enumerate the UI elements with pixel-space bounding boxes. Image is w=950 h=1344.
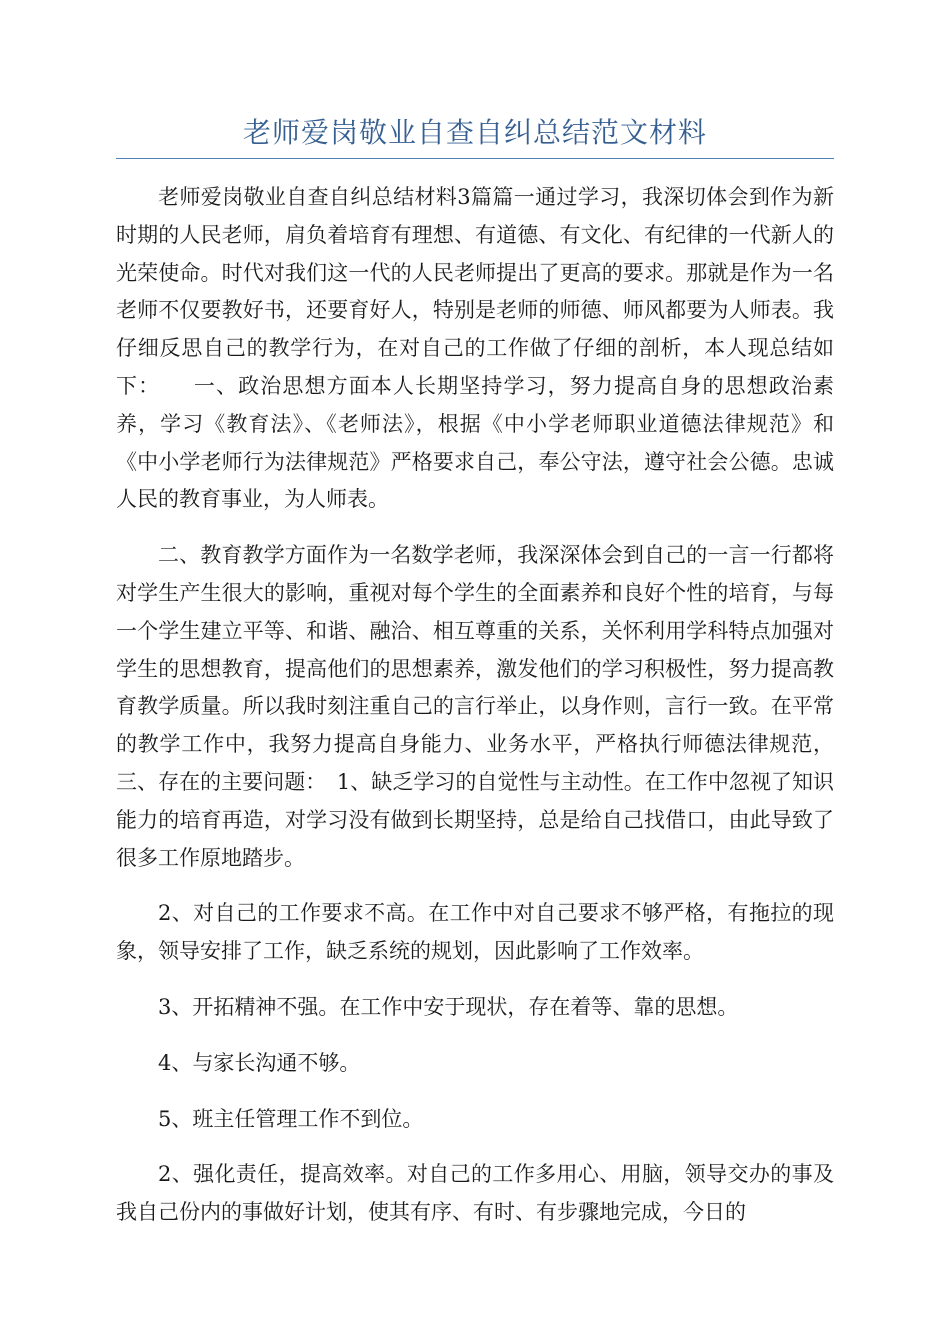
paragraph-5: 4、与家长沟通不够。 bbox=[158, 1050, 361, 1075]
paragraph-2: 二、教育教学方面作为一名数学老师，我深深体会到自己的一言一行都将对学生产生很大的影响，重视对每个学生的全面素养和良好个性的培育，与每一个学生建立平等、和谐、融洽、相互尊重的关系，关怀利用学科特点加强对学生的思想教育，提高他们的思想素养，激发他们的学习积极性，努力提高教育教学质量。所以我时刻注重自己的言行举止，以身作则，言行一致。在平常的教学工作中，我努力提高自身能力、业务水平，严格执行师德法律规范，三、存在的主要问题： 1、缺乏学习的自觉性与主动性。在工作中忽视了知识能力的培育再造，对学习没有做到长期坚持，总是给自己找借口，由此导致了很多工作原地踏步。 bbox=[116, 543, 834, 870]
paragraph-4: 3、开拓精神不强。在工作中安于现状，存在着等、靠的思想。 bbox=[158, 994, 739, 1019]
document-page bbox=[116, 110, 834, 1250]
paragraph-7: 2、强化责任，提高效率。对自己的工作多用心、用脑，领导交办的事及我自己份内的事做好计划，使其有序、有时、有步骤地完成，今日的 bbox=[116, 1162, 834, 1225]
document-title: 老师爱岗敬业自查自纠总结范文材料 bbox=[116, 110, 834, 159]
document-body bbox=[116, 179, 834, 1232]
paragraph-1: 老师爱岗敬业自查自纠总结材料3篇篇一通过学习，我深切体会到作为新时期的人民老师，肩负着培育有理想、有道德、有文化、有纪律的一代新人的光荣使命。时代对我们这一代的人民老师提出了更高的要求。那就是作为一名老师不仅要教好书，还要育好人，特别是老师的师德、师风都要为人师表。我仔细反思自己的教学行为，在对自己的工作做了仔细的剖析，本人现总结如下： 一、政治思想方面本人长期坚持学习，努力提高自身的思想政治素养，学习《教育法》、《老师法》，根据《中小学老师职业道德法律规范》和《中小学老师行为法律规范》严格要求自己，奉公守法，遵守社会公德。忠诚人民的教育事业，为人师表。 bbox=[116, 185, 834, 512]
paragraph-3: 2、对自己的工作要求不高。在工作中对自己要求不够严格，有拖拉的现象，领导安排了工作，缺乏系统的规划，因此影响了工作效率。 bbox=[116, 901, 834, 964]
paragraph-6: 5、班主任管理工作不到位。 bbox=[158, 1106, 424, 1131]
